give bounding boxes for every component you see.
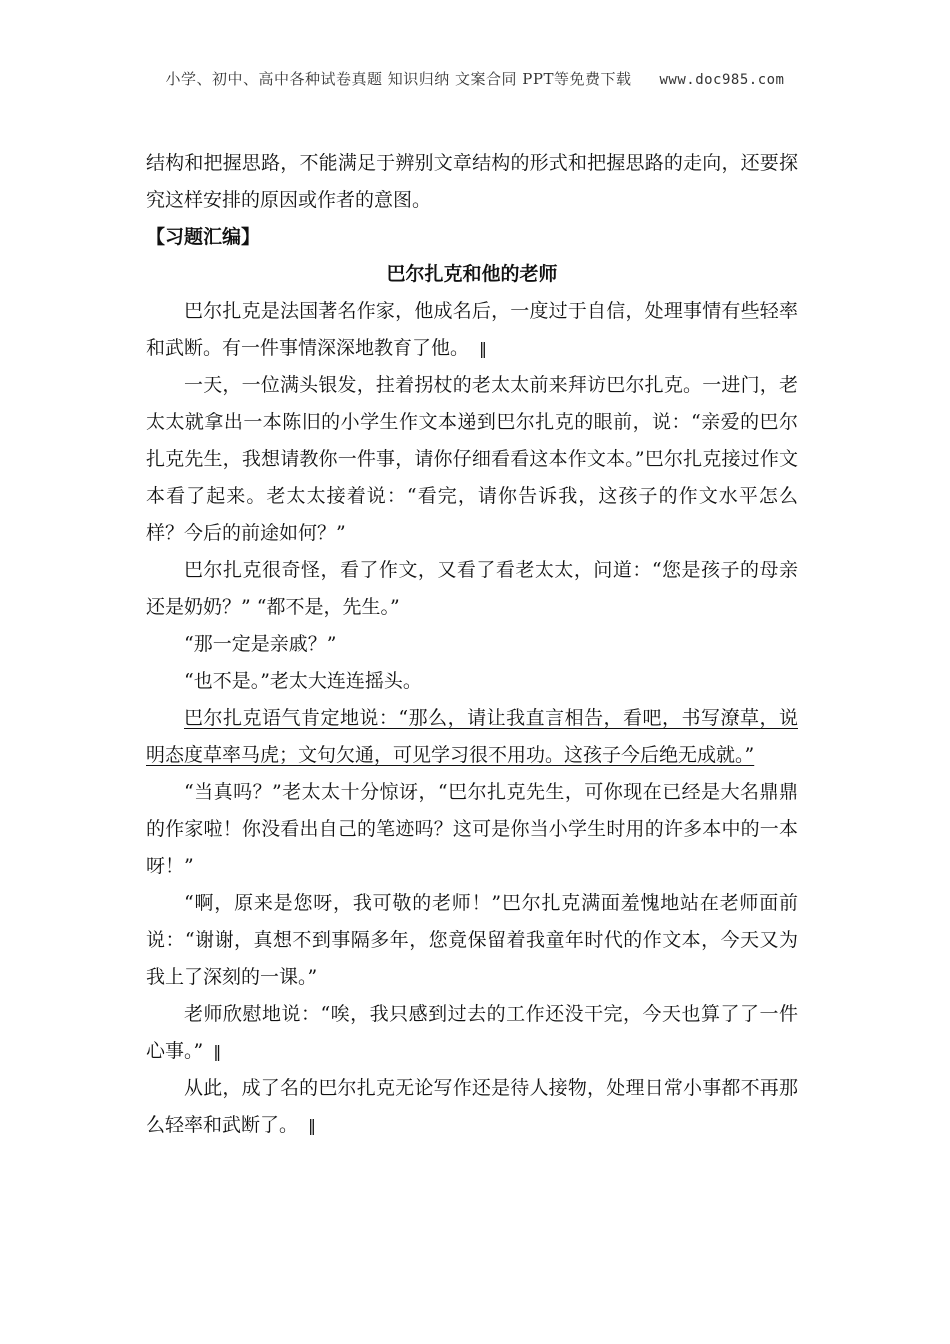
- page-header: [0, 68, 950, 89]
- section-break-mark: ‖: [213, 1042, 222, 1061]
- header-text: 小学、初中、高中各种试卷真题 知识归纳 文案合同 PPT等免费下载: [165, 70, 632, 88]
- paragraph-8: “啊，原来是您呀，我可敬的老师！”巴尔扎克满面羞愧地站在老师面前说：“谢谢，真想不到事隔多年，您竟保留着我童年时代的作文本，今天又为我上了深刻的一课。”: [146, 892, 798, 988]
- paragraph-2: 一天，一位满头银发，拄着拐杖的老太太前来拜访巴尔扎克。一进门，老太太就拿出一本陈旧的小学生作文本递到巴尔扎克的眼前，说：“亲爱的巴尔扎克先生，我想请教你一件事，请你仔细看看这本作文本。”巴尔扎克接过作文本看了起来。老太太接着说：“看完，请你告诉我，这孩子的作文水平怎么样？今后的前途如何？”: [146, 374, 798, 544]
- paragraph-1: [146, 293, 798, 367]
- story-title: 巴尔扎克和他的老师: [386, 263, 558, 285]
- section-break-mark: ‖: [308, 1116, 317, 1135]
- paragraph-9: [146, 996, 798, 1070]
- section-title: 【习题汇编】: [146, 226, 261, 248]
- paragraph-6-underlined: 巴尔扎克语气肯定地说：“那么，请让我直言相告，看吧，书写潦草，说明态度草率马虎；文句欠通，可见学习很不用功。这孩子今后绝无成就。”: [146, 707, 798, 766]
- header-site: www.doc985.com: [659, 72, 785, 88]
- section-break-mark: ‖: [479, 339, 488, 358]
- paragraph-9-text: 老师欣慰地说：“唉，我只感到过去的工作还没干完，今天也算了了一件心事。”: [146, 1003, 798, 1062]
- paragraph-7: “当真吗？”老太太十分惊讶，“巴尔扎克先生，可你现在已经是大名鼎鼎的作家啦！你没看出自己的笔迹吗？这可是你当小学生时用的许多本中的一本呀！”: [146, 781, 798, 877]
- paragraph-3: 巴尔扎克很奇怪，看了作文，又看了看老太太，问道：“您是孩子的母亲还是奶奶？” “都不是，先生。”: [146, 559, 798, 618]
- intro-paragraph: 结构和把握思路，不能满足于辨别文章结构的形式和把握思路的走向，还要探究这样安排的原因或作者的意图。: [146, 152, 798, 211]
- paragraph-1-text: 巴尔扎克是法国著名作家，他成名后，一度过于自信，处理事情有些轻率和武断。有一件事情深深地教育了他。: [146, 300, 798, 359]
- document-body: [146, 145, 798, 1144]
- paragraph-10: [146, 1070, 798, 1144]
- paragraph-4: “那一定是亲戚？”: [184, 633, 337, 655]
- paragraph-5: “也不是。”老太大连连摇头。: [184, 670, 422, 692]
- paragraph-10-text: 从此，成了名的巴尔扎克无论写作还是待人接物，处理日常小事都不再那么轻率和武断了。: [146, 1077, 798, 1136]
